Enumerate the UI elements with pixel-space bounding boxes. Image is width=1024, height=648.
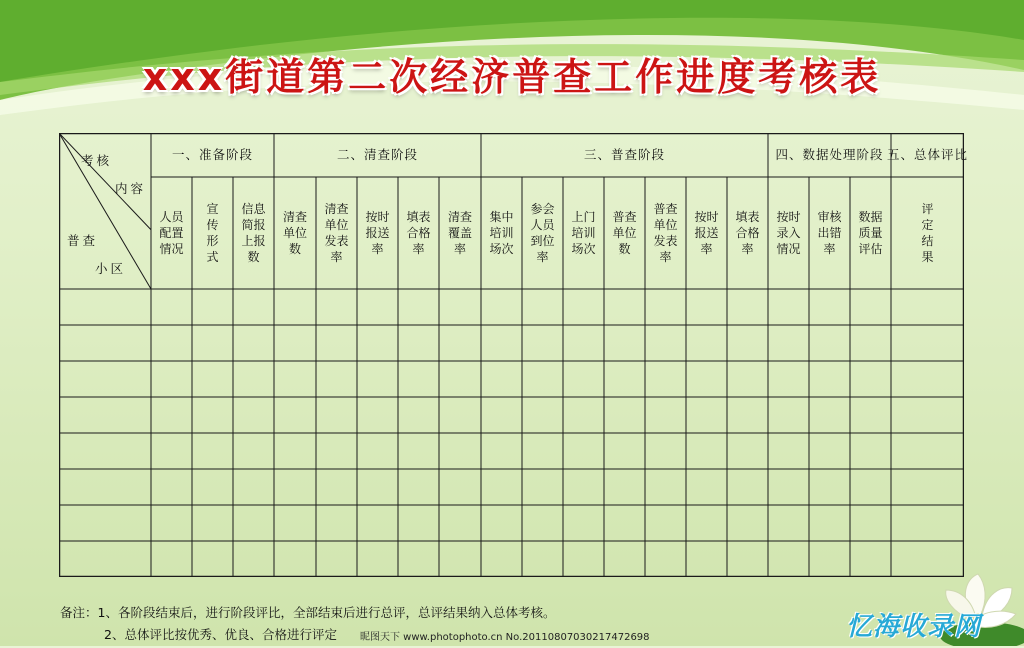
column-header [604,177,645,289]
column-header-label: 按时 报送 率 [694,210,719,256]
column-header [645,177,686,289]
corner-label-top: 考核 [81,153,113,168]
table-row [59,433,964,469]
stage-header-label: 三、普查阶段 [583,147,665,162]
column-header [481,177,522,289]
stage-header [274,133,481,177]
column-header-label: 信息 简报 上报 数 [241,202,266,264]
watermark-text: 昵图天下 www.photophoto.cn No.20110807030217472698 [360,632,650,643]
column-header-label: 审核 出错 率 [817,210,842,256]
column-header [768,177,809,289]
stage-header [887,133,969,177]
column-header [357,177,398,289]
corner-label-survey: 普查 [67,233,99,248]
stage-header-label: 五、总体评比 [887,147,969,162]
column-header-label: 清查 覆盖 率 [447,210,472,256]
stage-header-label: 一、准备阶段 [171,147,253,162]
column-header [151,177,192,289]
table-row [59,289,964,325]
column-header-label: 人员 配置 情况 [159,210,184,256]
column-header [563,177,604,289]
column-header-label: 数据 质量 评估 [858,210,883,256]
column-header [727,177,768,289]
column-header [192,177,233,289]
column-header [522,177,563,289]
note-line-2: 2、总体评比按优秀、优良、合格进行评定 [104,627,337,642]
table-row [59,361,964,397]
column-header-label: 普查 单位 数 [612,210,637,256]
table-row [59,541,964,577]
assessment-table [59,133,969,577]
stage-header [768,133,891,177]
column-header-label: 清查 单位 发表 率 [324,202,349,264]
column-header [233,177,274,289]
column-header-label: 参会 人员 到位 率 [530,202,555,264]
column-header [686,177,727,289]
table-row [59,325,964,361]
column-header [398,177,439,289]
column-header [891,177,964,289]
column-header [809,177,850,289]
column-header-label: 填表 合格 率 [735,210,760,256]
stage-header-label: 四、数据处理阶段 [775,147,884,162]
column-header-label: 按时 报送 率 [365,210,390,256]
site-logo: 忆海收录网 [846,612,982,642]
column-header [274,177,316,289]
table-row [59,397,964,433]
table-row [59,505,964,541]
corner-label-content: 内容 [115,181,147,196]
table-row [59,469,964,505]
stage-header-label: 二、清查阶段 [336,147,418,162]
column-header [850,177,891,289]
notes-2 [60,622,337,648]
note-line-1: 备注：1、各阶段结束后，进行阶段评比，全部结束后进行总评，总评结果纳入总体考核。 [60,605,556,620]
column-header-label: 普查 单位 发表 率 [653,202,678,264]
column-header [316,177,357,289]
column-header-label: 评 定 结 果 [921,202,934,264]
stage-header [151,133,274,177]
corner-label-district: 小区 [95,261,127,276]
column-header-label: 宣 传 形 式 [206,202,219,264]
column-header-label: 上门 培训 场次 [571,210,596,256]
column-header-label: 清查 单位 数 [282,210,307,256]
column-header-label: 集中 培训 场次 [489,210,514,256]
page-title: xxx街道第二次经济普查工作进度考核表 [142,55,882,99]
column-header-label: 按时 录入 情况 [776,210,801,256]
column-header-label: 填表 合格 率 [406,210,431,256]
column-header [439,177,481,289]
stage-header [481,133,768,177]
